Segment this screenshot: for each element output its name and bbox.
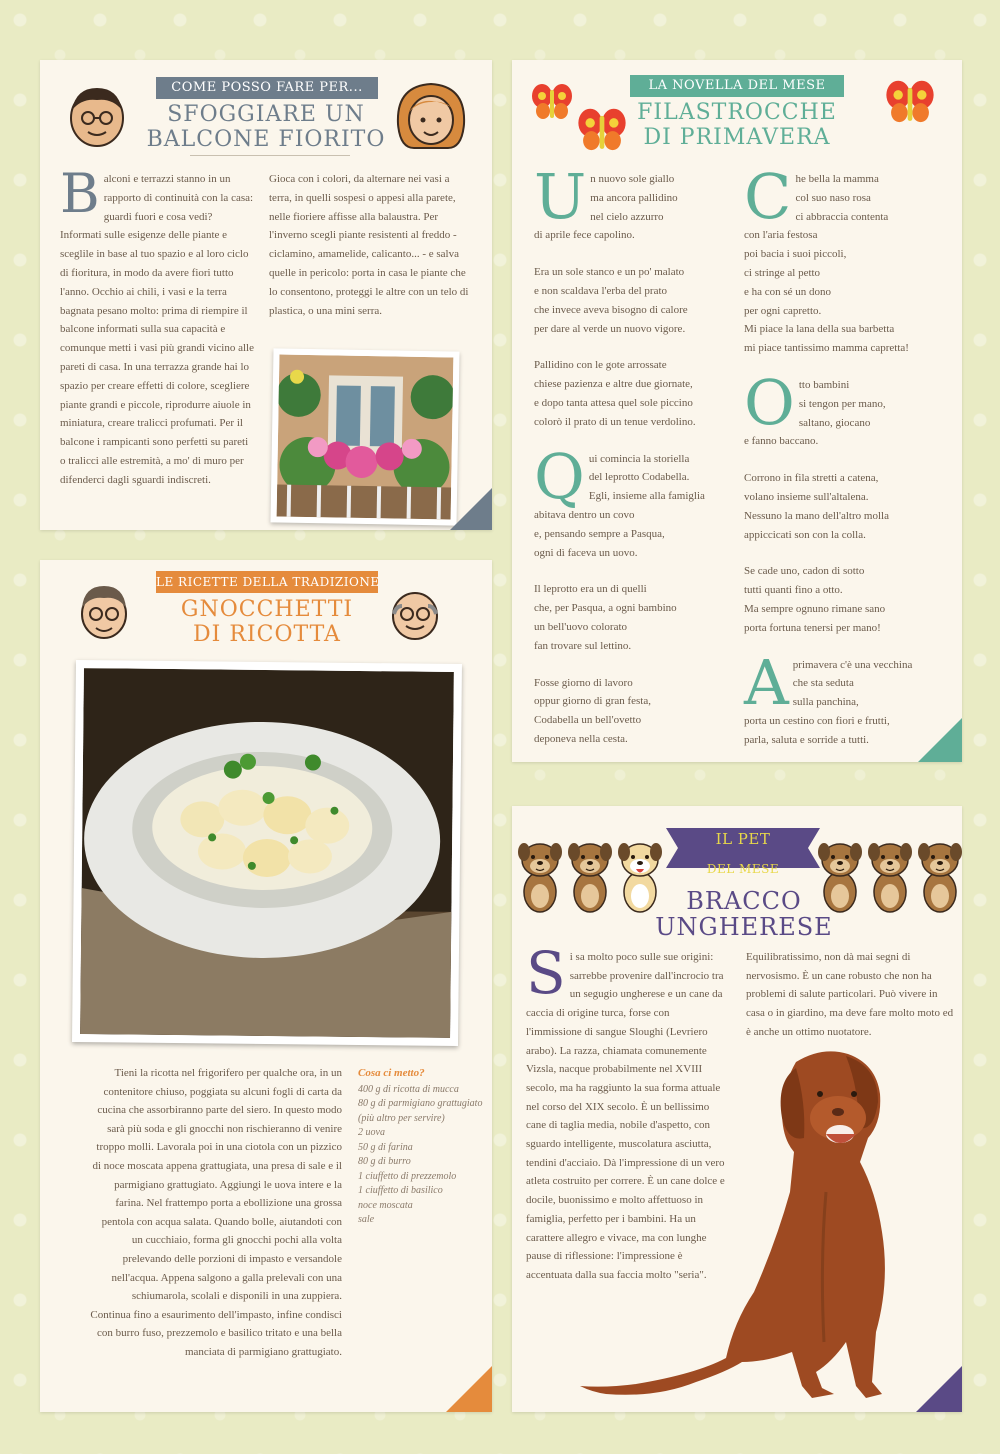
poem-stanza [744, 160, 956, 358]
recipe-title-line1: GNOCCHETTI [180, 597, 354, 622]
ingredient-item: 2 uova [358, 1127, 385, 1138]
poem-stanza [534, 160, 734, 245]
poem-dropcap: Q [534, 439, 585, 513]
gnocchi-image [80, 668, 454, 1038]
cartoon-dog-icon [866, 836, 914, 914]
poem-text: n nuovo sole giallo ma ancora pallidino nel cielo azzurro di aprile fece capolino. [534, 173, 678, 242]
balcony-title-line1: SFOGGIARE UN [167, 102, 365, 127]
corner-fold [450, 488, 492, 530]
butterfly-icon [884, 76, 936, 128]
corner-fold [446, 1366, 492, 1412]
balcony-title [146, 102, 386, 152]
ingredients-title: Cosa ci metto? [358, 1067, 425, 1079]
title-underline [190, 155, 350, 156]
ingredient-item: 80 g di parmigiano grattugiato [358, 1098, 483, 1109]
woman-face-icon [392, 78, 470, 156]
novella-title [622, 100, 852, 150]
poem-stanza [744, 365, 956, 451]
grandpa-face-icon [386, 584, 444, 642]
poem-stanza: Era un sole stanco e un po' malato e non scaldava l'erba del prato che invece aveva bisogno di calore per dare al verde un nuovo vigore. [534, 266, 688, 335]
corner-fold [918, 718, 962, 762]
balcony-panel [40, 60, 492, 530]
ingredient-item: 1 ciuffetto di basilico [358, 1185, 443, 1196]
balcony-photo [270, 348, 459, 525]
poem-text: tto bambini si tengon per mano, saltano, giocano e fanno baccano. [744, 378, 886, 448]
poem-dropcap: C [744, 160, 792, 233]
poem-text: primavera c'è una vecchina che sta seduta sulla panchina, porta un cestino con fiori e frutti, parla, saluta e sorride a tutti. [744, 658, 913, 746]
poem-stanza: Se cade uno, cadon di sotto tutti quanti fino a otto. Ma sempre ognuno rimane sano porta fortuna tenersi per mano! [744, 565, 886, 634]
butterfly-icon [530, 80, 574, 124]
pet-title-line1: BRACCO [686, 887, 802, 915]
ingredients-list [358, 1083, 484, 1228]
poem-stanza [534, 439, 734, 563]
poem-stanza: Fosse giorno di lavoro oppur giorno di gran festa, Codabella un bell'ovetto deponeva nella cesta. [534, 676, 651, 745]
grandma-face-icon [74, 580, 134, 642]
ingredient-item: 80 g di burro [358, 1156, 411, 1167]
balcony-col1 [60, 162, 256, 490]
novella-panel [512, 60, 962, 762]
balcony-title-line2: BALCONE FIORITO [146, 127, 386, 152]
recipe-ribbon: LE RICETTE DELLA TRADIZIONE [156, 571, 378, 593]
pet-panel [512, 806, 962, 1412]
ingredient-item: 400 g di ricotta di mucca [358, 1083, 459, 1095]
novella-title-line2: DI PRIMAVERA [643, 125, 831, 150]
man-face-icon [62, 80, 132, 150]
poem-stanza: Corrono in fila stretti a catena, volano insieme sull'altalena. Nessuno la mano dell'altro molla appiccicati son con la colla. [744, 472, 889, 541]
gnocchi-photo [72, 660, 462, 1046]
balcony-col1-text: alconi e terrazzi stanno in un rapporto di continuità con la casa: guardi fuori e cosa vedi? Informati sulle esigenze delle piante e sceglile in base al tuo spazio e al loro ciclo di fioritura, in modo da avere fiori tutto l'anno. Occhio ai chili, i vasi e la terra bagnata pesano molto: prima di riempire il balcone informati sulla sua capacità e comunque metti i vasi più grandi vicino alle pareti di casa. In una terrazza grande hai lo spazio per creare effetti di colore, scegliere piante grandi e piccole, riprodurre aiuole in miniatura, creare tralicci profumati. Per il balcone i rampicanti sono perfetti su pareti o tralicci alle estremità, a mo' di muro per difenderci dagli sguardi indiscreti. [60, 173, 254, 486]
novella-col1 [534, 160, 734, 767]
balcony-col2 [269, 170, 469, 320]
recipe-panel [40, 560, 492, 1412]
pet-col2 [746, 948, 954, 1042]
pet-text-1: i sa molto poco sulle sue origini: sarrebbe provenire dall'incrocio tra un segugio ungherese e un cane da caccia di origine turca, forse con l'immissione di sangue Sloughi (Levriero arabo). La razza, chiamata comunemente Vizsla, nacque probabilmente nel XVIII secolo, ma ha raggiunto la sua forma attuale nel corso del XIX secolo. È un bellissimo cane di taglia media, nobile d'aspetto, con sguardo intelligente, muscolatura asciutta, tendini d'acciaio. Dà l'impressione di un vero atleta costruito per correre. È un cane dolce e docile, buonissimo e molto affettuoso in famiglia, perfetto per i bambini. Ha un carattere allegro e vivace, ma con lunghe pause di riflessione: l'impressione è accentuata dalla sua faccia molto "seria". [526, 951, 725, 1281]
novella-title-line1: FILASTROCCHE [637, 100, 837, 125]
pet-text-2: Equilibratissimo, non dà mai segni di nervosismo. È un cane robusto che non ha problemi di salute particolari. Può vivere in casa o in giardino, ma deve fare molto moto ed è anche un ottimo nuotatore. [746, 951, 954, 1038]
poem-dropcap: O [744, 365, 795, 439]
pet-title [644, 888, 844, 940]
pet-dropcap: S [526, 939, 566, 1007]
cartoon-dog-icon [516, 836, 564, 914]
pet-ribbon-top: IL PET [715, 830, 771, 848]
poem-text: ui comincia la storiella del leprotto Codabella. Egli, insieme alla famiglia abitava dentro un covo e, pensando sempre a Pasqua, ogni dì faceva un uovo. [534, 452, 705, 559]
novella-col2 [744, 160, 956, 768]
ingredient-item: sale [358, 1214, 375, 1225]
ingredient-item: 1 ciuffetto di prezzemolo [358, 1170, 457, 1182]
ingredients-box [358, 1066, 484, 1228]
recipe-title-line2: DI RICOTTA [193, 622, 341, 647]
balcony-ribbon: COME POSSO FARE PER... [156, 77, 378, 99]
balcony-dropcap: B [60, 162, 100, 225]
balcony-flowers-image [277, 354, 454, 519]
poem-text: he bella la mamma col suo naso rosa ci abbraccia contenta con l'aria festosa poi bacia i suoi piccoli, ci stringe al petto e ha con sé un dono per ogni capretto. Mi piace la lana della sua barbetta mi piace tantissimo mamma capretta! [744, 173, 909, 355]
butterfly-icon [576, 104, 628, 156]
vizsla-dog-image [576, 1042, 916, 1408]
corner-fold [916, 1366, 962, 1412]
cartoon-dog-icon [916, 836, 964, 914]
recipe-title [156, 597, 378, 647]
pet-ribbon-bottom: DEL MESE [706, 862, 780, 876]
recipe-text-body: Tieni la ricotta nel frigorifero per qualche ora, in un contenitore chiuso, poggiata su alcuni fogli di carta da cucina che assorbiranno parte del siero. In questo modo sarà più soda e gli gnocchi non rischieranno di venire troppo molli. Lavorala poi in una ciotola con un pizzico di noce moscata appena grattugiata, una presa di sale e il parmigiano grattugiato. Aggiungi le uova intere e la farina. Nel frattempo porta a ebollizione una grossa pentola con acqua salata. Quando bolle, aiutandoti con un cucchiaio, forma gli gnocchi pochi alla volta prelevando delle porzioni di impasto e versandole nell'acqua. Appena salgono a galla prelevali con una schiumarola, scolali e disponili in una zuppiera. Continua fino a esaurimento dell'impasto, infine condisci con burro fuso, prezzemolo e basilico tritato e una bella manciata di parmigiano grattugiato. [90, 1067, 342, 1358]
poem-dropcap: A [744, 645, 789, 719]
balcony-col2-text: Gioca con i colori, da alternare nei vasi a terra, in quelli sospesi o appesi alla parete, nelle fioriere affisse alla balaustra. Per l'inverno scegli piante resistenti al freddo - ciclamino, amamelide, calicanto... - e salva quelle in pericolo: porta in casa le piante che lo consentono, proteggi le altre con un telo di plastica, o una mini serra. [269, 173, 469, 317]
cartoon-dog-icon [566, 836, 614, 914]
ingredient-item: noce moscata [358, 1199, 413, 1211]
poem-stanza: Pallidino con le gote arrossate chiese pazienza e altre due giornate, e dopo tanta attesa quel sole piccino colorò il prato di un tenue verdolino. [534, 359, 696, 428]
ingredient-item: 50 g di farina [358, 1141, 413, 1153]
novella-ribbon: LA NOVELLA DEL MESE [630, 75, 844, 97]
pet-title-line2: UNGHERESE [655, 913, 833, 941]
ingredient-item: (più altro per servire) [358, 1112, 445, 1124]
poem-stanza: Il leprotto era un di quelli che, per Pasqua, a ogni bambino un bell'uovo colorato fan trovare sul lettino. [534, 583, 677, 652]
poem-dropcap: U [534, 160, 587, 233]
recipe-text [90, 1064, 342, 1362]
